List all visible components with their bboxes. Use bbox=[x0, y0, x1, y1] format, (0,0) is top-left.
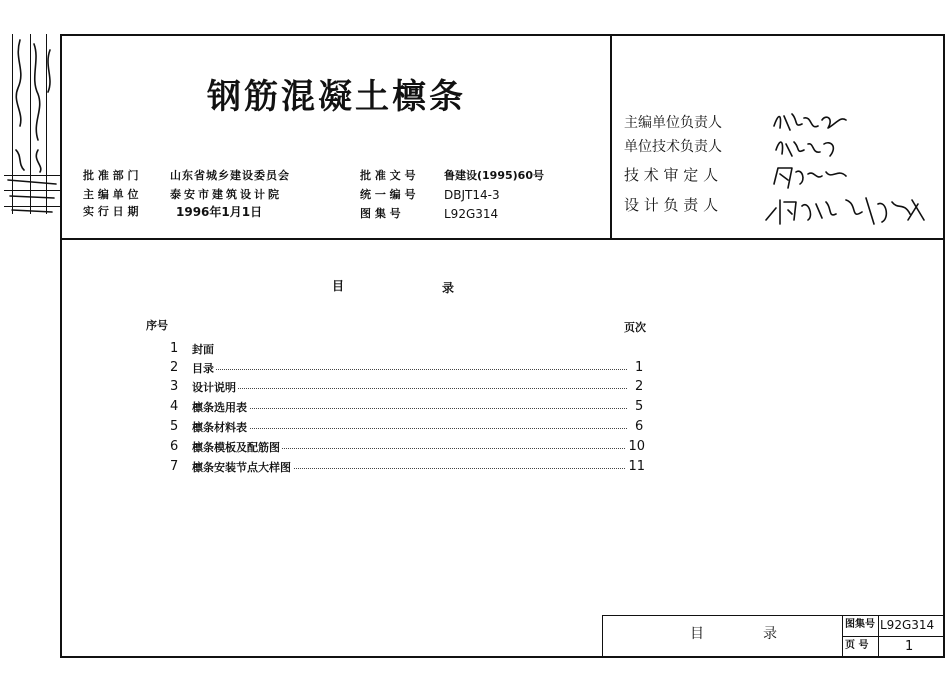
signature-designer bbox=[762, 190, 937, 230]
toc-row bbox=[170, 339, 645, 357]
toc-leader-dots bbox=[192, 388, 627, 389]
frame-bottom bbox=[60, 656, 945, 658]
tech-head-label: 单位技术负责人 bbox=[624, 139, 722, 155]
toc-item-page: 2 bbox=[635, 379, 644, 394]
binding-margin bbox=[0, 30, 60, 220]
toc-row bbox=[170, 397, 645, 415]
toc-item-no: 3 bbox=[170, 379, 179, 394]
frame-left bbox=[60, 34, 62, 658]
titleblock-page-value: 1 bbox=[905, 639, 914, 654]
approval-dept-value: 山东省城乡建设委员会 bbox=[170, 169, 290, 182]
titleblock-top bbox=[602, 615, 945, 616]
atlas-no-label: 图 集 号 bbox=[360, 207, 401, 220]
toc-item-no: 7 bbox=[170, 459, 179, 474]
titleblock-row-line bbox=[842, 636, 945, 637]
toc-item-title: 封面 bbox=[192, 343, 214, 356]
toc-item-title: 檩条选用表 bbox=[192, 401, 247, 414]
frame-top bbox=[60, 34, 945, 36]
header-vertical-divider bbox=[610, 34, 612, 240]
chief-unit-label: 主 编 单 位 bbox=[83, 188, 139, 201]
reviewer-label: 技 术 审 定 人 bbox=[624, 166, 719, 184]
effective-date-value: 1996年1月1日 bbox=[176, 205, 263, 219]
toc-item-page: 11 bbox=[628, 459, 645, 474]
toc-col-no: 序号 bbox=[146, 319, 168, 332]
toc-item-page: 10 bbox=[628, 439, 645, 454]
toc-item-no: 1 bbox=[170, 341, 179, 356]
frame-right bbox=[943, 34, 945, 658]
toc-row bbox=[170, 417, 645, 435]
toc-item-title: 檩条材料表 bbox=[192, 421, 247, 434]
approval-doc-label: 批 准 文 号 bbox=[360, 169, 416, 182]
toc-item-page: 5 bbox=[635, 399, 644, 414]
titleblock-atlas-value: L92G314 bbox=[880, 618, 935, 632]
toc-item-page: 6 bbox=[635, 419, 644, 434]
approval-dept-label: 批 准 部 门 bbox=[83, 169, 139, 182]
toc-item-no: 4 bbox=[170, 399, 179, 414]
toc-col-page: 页次 bbox=[624, 321, 646, 334]
toc-row bbox=[170, 358, 645, 376]
toc-item-title: 檩条模板及配筋图 bbox=[192, 441, 280, 454]
titleblock-left bbox=[602, 615, 603, 658]
toc-row bbox=[170, 377, 645, 395]
toc-row bbox=[170, 457, 645, 475]
atlas-no-value: L92G314 bbox=[444, 207, 499, 221]
margin-signature bbox=[0, 30, 60, 220]
titleblock-name-left: 目 bbox=[690, 626, 704, 642]
document-title: 钢筋混凝土檩条 bbox=[207, 77, 466, 117]
toc-item-page: 1 bbox=[635, 360, 644, 375]
toc-item-title: 设计说明 bbox=[192, 381, 236, 394]
chief-unit-value: 泰安市建筑设计院 bbox=[170, 188, 282, 201]
header-bottom-line bbox=[60, 238, 945, 240]
approval-doc-value: 鲁建设(1995)60号 bbox=[444, 169, 544, 182]
toc-leader-dots bbox=[192, 428, 627, 429]
toc-item-title: 目录 bbox=[192, 362, 214, 375]
signature-reviewer bbox=[766, 158, 866, 192]
toc-item-no: 6 bbox=[170, 439, 179, 454]
unified-no-value: DBJT14-3 bbox=[444, 188, 500, 202]
toc-heading-right: 录 bbox=[442, 281, 455, 295]
toc-heading-left: 目 bbox=[332, 279, 345, 293]
designer-label: 设 计 负 责 人 bbox=[624, 196, 719, 214]
toc-item-title: 檩条安装节点大样图 bbox=[192, 461, 291, 474]
toc-leader-dots bbox=[192, 408, 627, 409]
toc-item-no: 2 bbox=[170, 360, 179, 375]
titleblock-page-label: 页 号 bbox=[845, 640, 869, 651]
chief-unit-head-label: 主编单位负责人 bbox=[624, 115, 722, 131]
toc-row bbox=[170, 437, 645, 455]
titleblock-name-right: 录 bbox=[763, 626, 777, 642]
titleblock-atlas-label: 图集号 bbox=[845, 619, 875, 630]
toc-leader-dots bbox=[192, 369, 627, 370]
effective-date-label: 实 行 日 期 bbox=[83, 205, 139, 218]
toc-item-no: 5 bbox=[170, 419, 179, 434]
unified-no-label: 统 一 编 号 bbox=[360, 188, 416, 201]
